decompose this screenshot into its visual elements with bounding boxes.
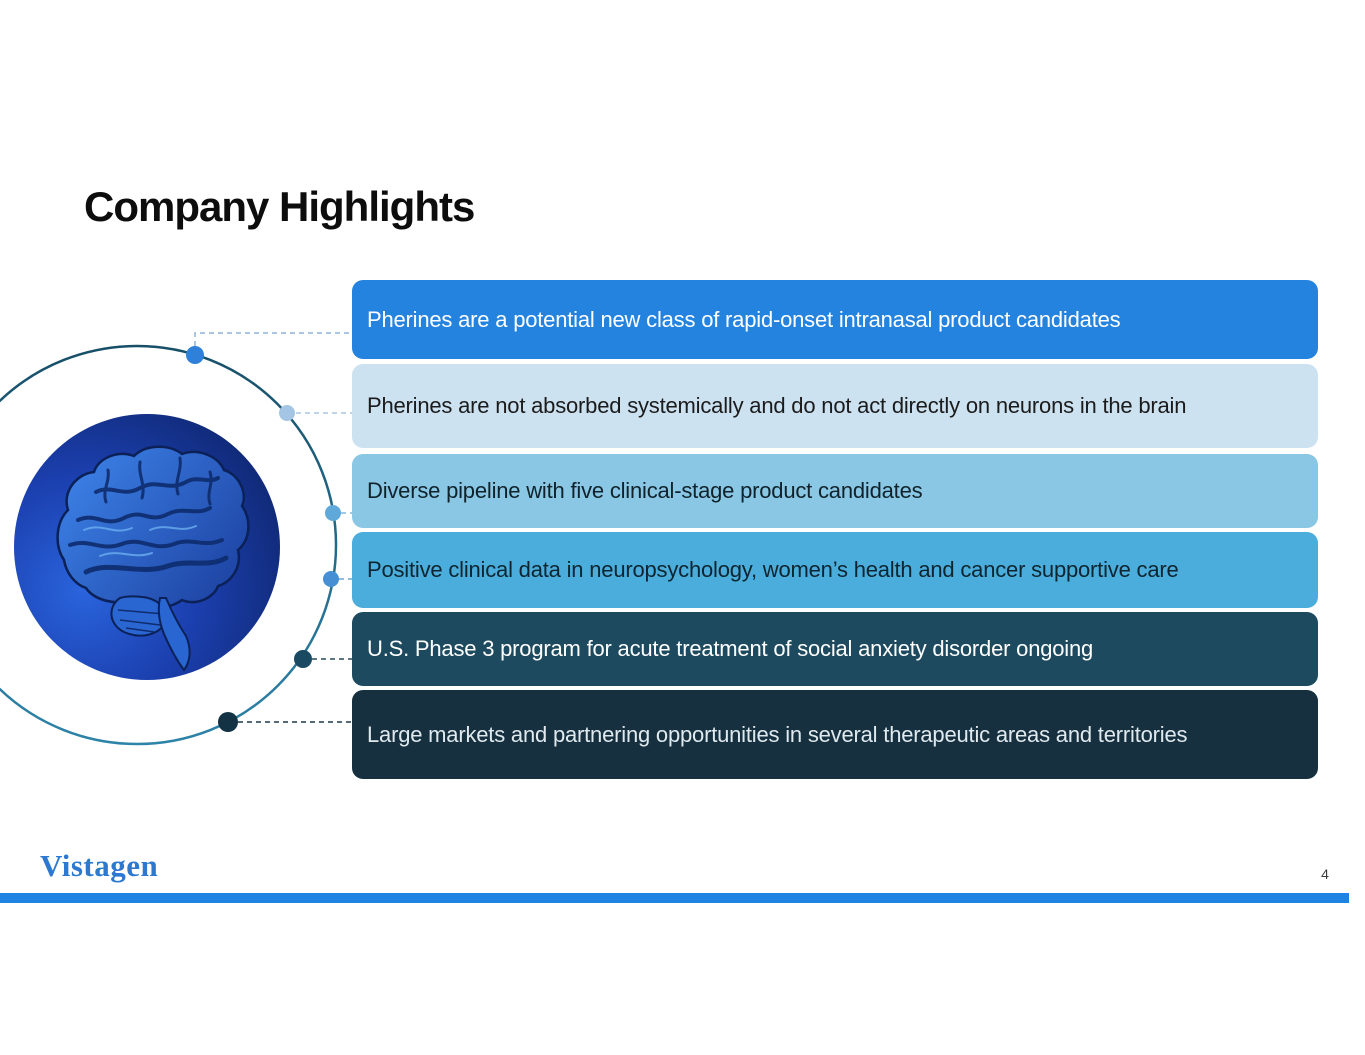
- highlight-bar-1: [352, 280, 1318, 359]
- highlight-bar-4: [352, 532, 1318, 608]
- timeline-dot-2: [279, 405, 295, 421]
- page-title: Company Highlights: [84, 183, 475, 230]
- timeline-dot-1: [186, 346, 204, 364]
- brain-graphic: [0, 320, 360, 765]
- vistagen-logo: Vistagen: [40, 848, 159, 883]
- highlight-bar-2: [352, 364, 1318, 448]
- highlight-text: Pherines are not absorbed systemically and do not act directly on neurons in the brain: [367, 393, 1187, 418]
- timeline-dot-3: [325, 505, 341, 521]
- highlight-text: Large markets and partnering opportunities in several therapeutic areas and territories: [367, 721, 1188, 747]
- page-number: 4: [1321, 866, 1329, 882]
- highlight-bar-6: [352, 690, 1318, 779]
- highlight-text: Pherines are a potential new class of rapid-onset intranasal product candidates: [367, 306, 1121, 332]
- highlight-bar-3: [352, 454, 1318, 528]
- brain-image: [0, 320, 360, 765]
- highlight-text: Positive clinical data in neuropsychology, women’s health and cancer supportive care: [367, 557, 1179, 582]
- highlight-text: U.S. Phase 3 program for acute treatment of social anxiety disorder ongoing: [367, 636, 1094, 661]
- connector-line-1: [195, 333, 352, 346]
- timeline-dot-4: [323, 571, 339, 587]
- timeline-dot-5: [294, 650, 312, 668]
- timeline-dot-6: [218, 712, 238, 732]
- footer-rule: [0, 893, 1349, 903]
- highlight-text: Diverse pipeline with five clinical-stage product candidates: [367, 478, 923, 503]
- highlight-bar-5: [352, 612, 1318, 686]
